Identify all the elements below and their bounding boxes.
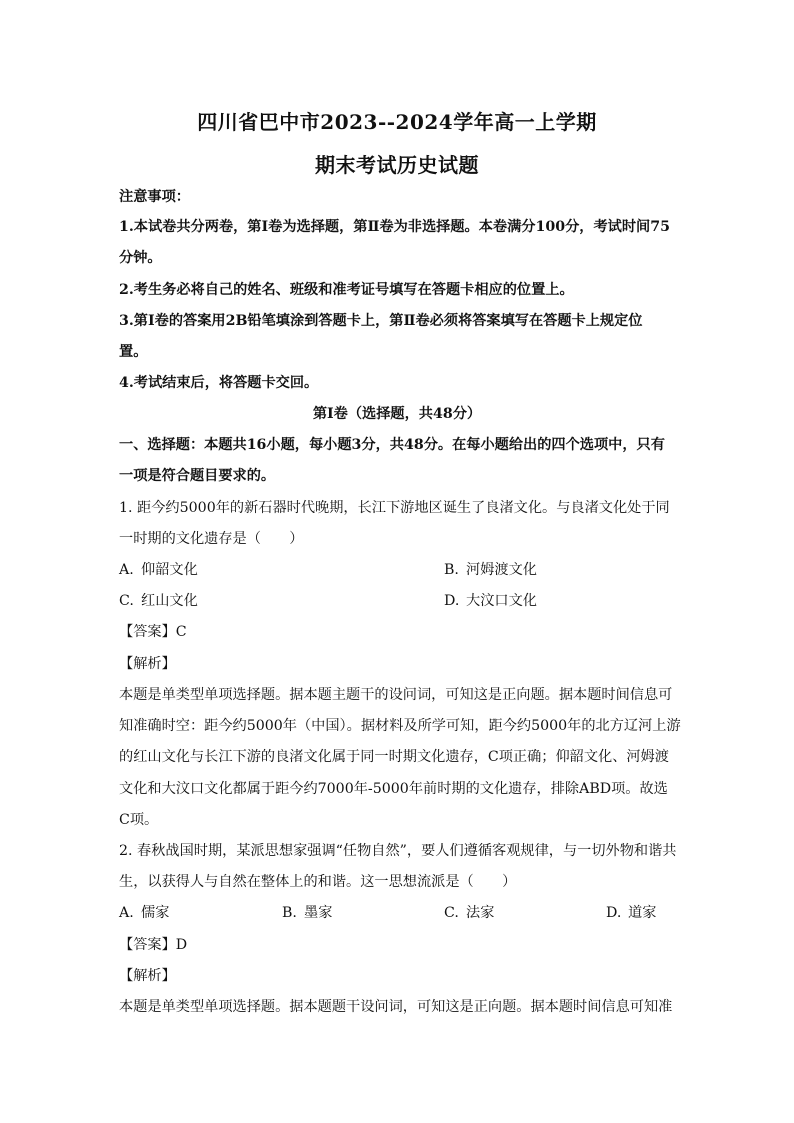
question-stem: 生，以获得人与自然在整体上的和谐。这一思想流派是（ ）	[119, 874, 517, 890]
question-stem: 2. 春秋战国时期，某派思想家强调“任物自然”，要人们遵循客观规律，与一切外物和谐共	[119, 843, 677, 859]
option-d	[606, 904, 656, 922]
analysis-text: C项。	[119, 812, 159, 828]
option-text: 大汶口文化	[466, 593, 537, 609]
option-c	[119, 592, 198, 610]
option-a	[119, 904, 169, 922]
option-letter: C.	[119, 593, 134, 609]
option-letter: B.	[282, 905, 297, 921]
option-text: 仰韶文化	[141, 562, 198, 578]
question-stem: 1. 距今约5000年的新石器时代晚期，长江下游地区诞生了良渚文化。与良渚文化处于同	[119, 500, 670, 516]
page-title: 四川省巴中市2023--2024学年高一上学期	[197, 110, 597, 134]
section-instruction: 一、选择题：本题共16小题，每小题3分，共48分。在每小题给出的四个选项中，只有	[119, 437, 665, 453]
question-stem: 一时期的文化遗存是（ ）	[119, 531, 304, 547]
option-d	[444, 592, 537, 610]
notice-item: 4.考试结束后，将答题卡交回。	[119, 375, 319, 391]
notice-item: 置。	[119, 344, 148, 360]
analysis-text: 本题是单类型单项选择题。据本题主题干的设问词，可知这是正向题。据本题时间信息可	[119, 687, 673, 703]
option-c	[444, 904, 494, 922]
answer-line: 【答案】C	[119, 624, 187, 640]
option-text: 墨家	[304, 905, 333, 921]
section-title: 第Ⅰ卷（选择题，共48分）	[312, 406, 482, 422]
option-letter: A.	[119, 905, 134, 921]
analysis-text: 知准确时空：距今约5000年（中国）。据材料及所学可知，距今约5000年的北方辽河上游	[119, 718, 681, 734]
section-instruction: 一项是符合题目要求的。	[119, 468, 276, 484]
option-text: 红山文化	[141, 593, 198, 609]
option-text: 道家	[628, 905, 657, 921]
option-a	[119, 561, 198, 579]
analysis-label: 【解析】	[119, 656, 176, 672]
option-text: 法家	[466, 905, 495, 921]
option-letter: B.	[444, 562, 459, 578]
analysis-text: 文化和大汶口文化都属于距今约7000年-5000年前时期的文化遗存，排除ABD项。故选	[119, 781, 668, 797]
notice-item: 3.第Ⅰ卷的答案用2B铅笔填涂到答题卡上，第Ⅱ卷必须将答案填写在答题卡上规定位	[119, 313, 643, 329]
option-letter: D.	[606, 905, 622, 921]
notice-item: 分钟。	[119, 250, 162, 266]
option-letter: A.	[119, 562, 134, 578]
option-b	[444, 561, 537, 579]
option-letter: D.	[444, 593, 460, 609]
notice-item: 2.考生务必将自己的姓名、班级和准考证号填写在答题卡相应的位置上。	[119, 282, 574, 298]
notice-heading: 注意事项：	[119, 189, 190, 205]
analysis-label: 【解析】	[119, 968, 176, 984]
page-subtitle: 期末考试历史试题	[315, 153, 479, 177]
option-letter: C.	[444, 905, 459, 921]
analysis-text: 本题是单类型单项选择题。据本题题干设问词，可知这是正向题。据本题时间信息可知准	[119, 999, 673, 1015]
option-text: 河姆渡文化	[466, 562, 537, 578]
analysis-text: 的红山文化与长江下游的良渚文化属于同一时期文化遗存，C项正确；仰韶文化、河姆渡	[119, 749, 669, 765]
notice-item: 1.本试卷共分两卷，第Ⅰ卷为选择题，第Ⅱ卷为非选择题。本卷满分100分，考试时间75	[119, 219, 670, 235]
answer-line: 【答案】D	[119, 937, 188, 953]
option-text: 儒家	[141, 905, 170, 921]
option-b	[282, 904, 332, 922]
